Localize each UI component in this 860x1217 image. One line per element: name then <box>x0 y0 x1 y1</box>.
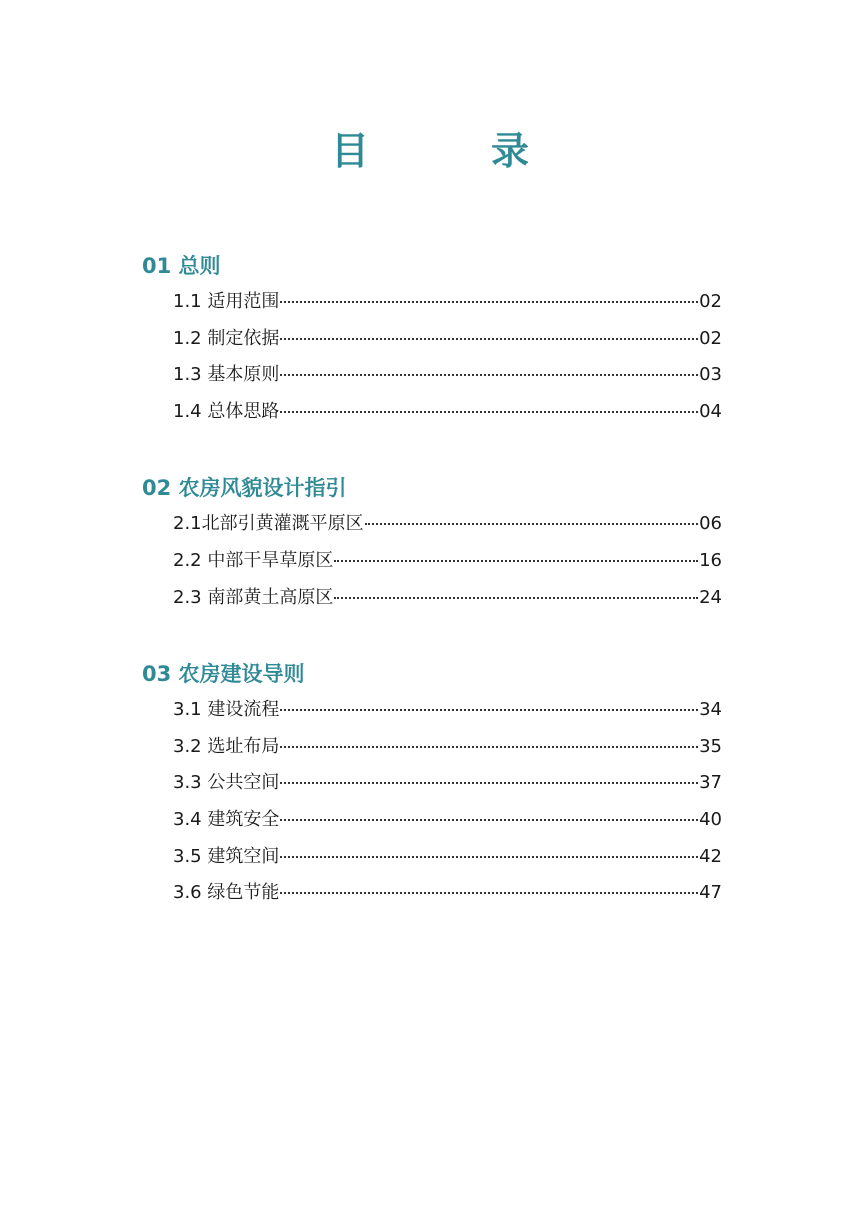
toc-entry[interactable] <box>173 692 722 729</box>
toc-entry-page: 02 <box>699 327 722 349</box>
toc-entry-label: 2.1北部引黄灌溉平原区 <box>173 513 364 535</box>
toc-entry-label: 3.5 建筑空间 <box>173 845 280 867</box>
toc-entry-page: 40 <box>699 808 722 830</box>
toc-entry[interactable] <box>173 284 722 321</box>
toc-entry-label: 3.4 建筑安全 <box>173 808 280 830</box>
dot-leader <box>334 597 698 599</box>
toc-entry-page: 04 <box>699 400 722 422</box>
toc-entry-page: 34 <box>699 699 722 721</box>
dot-leader <box>280 892 698 894</box>
dot-leader <box>280 301 698 303</box>
toc-entry-page: 47 <box>699 882 722 904</box>
toc-entry-page: 24 <box>699 586 722 608</box>
dot-leader <box>280 411 698 413</box>
dot-leader <box>280 819 698 821</box>
toc-entry[interactable] <box>173 321 722 358</box>
page-title: 目 录 <box>330 128 571 173</box>
table-of-contents <box>142 248 722 912</box>
toc-entry-page: 06 <box>699 513 722 535</box>
toc-entry-page: 02 <box>699 291 722 312</box>
toc-entry-label: 1.3 基本原则 <box>173 364 280 386</box>
toc-entry[interactable] <box>173 875 722 912</box>
toc-entry[interactable] <box>173 765 722 802</box>
toc-entry-page: 03 <box>699 364 722 386</box>
dot-leader <box>334 560 698 562</box>
dot-leader <box>280 782 698 784</box>
toc-entry[interactable] <box>173 802 722 839</box>
toc-entry-label: 1.4 总体思路 <box>173 400 280 422</box>
toc-entry-label: 3.3 公共空间 <box>173 772 280 794</box>
toc-section-1 <box>142 248 722 430</box>
toc-entry[interactable] <box>173 729 722 766</box>
dot-leader <box>280 856 698 858</box>
dot-leader <box>280 374 698 376</box>
toc-section-3 <box>142 656 722 912</box>
toc-entry[interactable] <box>173 839 722 876</box>
dot-leader <box>280 338 698 340</box>
section-heading[interactable]: 01 总则 <box>142 254 221 278</box>
toc-entry-label: 3.2 选址布局 <box>173 735 280 757</box>
toc-entry-label: 2.2 中部干旱草原区 <box>173 549 334 571</box>
dot-leader <box>280 746 698 748</box>
toc-entry[interactable] <box>173 543 722 580</box>
toc-entry-page: 16 <box>699 549 722 571</box>
toc-entry[interactable] <box>173 580 722 617</box>
toc-entry-label: 1.1 适用范围 <box>173 291 280 312</box>
section-heading[interactable]: 03 农房建设导则 <box>142 662 305 687</box>
toc-entry[interactable] <box>173 357 722 394</box>
toc-entry-page: 35 <box>699 735 722 757</box>
toc-entry[interactable] <box>173 394 722 431</box>
toc-entry-page: 37 <box>699 772 722 794</box>
toc-entry-page: 42 <box>699 845 722 867</box>
toc-entry-label: 2.3 南部黄土高原区 <box>173 586 334 608</box>
toc-entry-label: 3.1 建设流程 <box>173 699 280 721</box>
toc-entry[interactable] <box>173 506 722 543</box>
toc-entry-label: 1.2 制定依据 <box>173 327 280 349</box>
toc-entry-label: 3.6 绿色节能 <box>173 882 280 904</box>
dot-leader <box>365 523 698 525</box>
section-heading[interactable]: 02 农房风貌设计指引 <box>142 476 347 501</box>
dot-leader <box>280 709 698 711</box>
toc-section-2 <box>142 470 722 616</box>
